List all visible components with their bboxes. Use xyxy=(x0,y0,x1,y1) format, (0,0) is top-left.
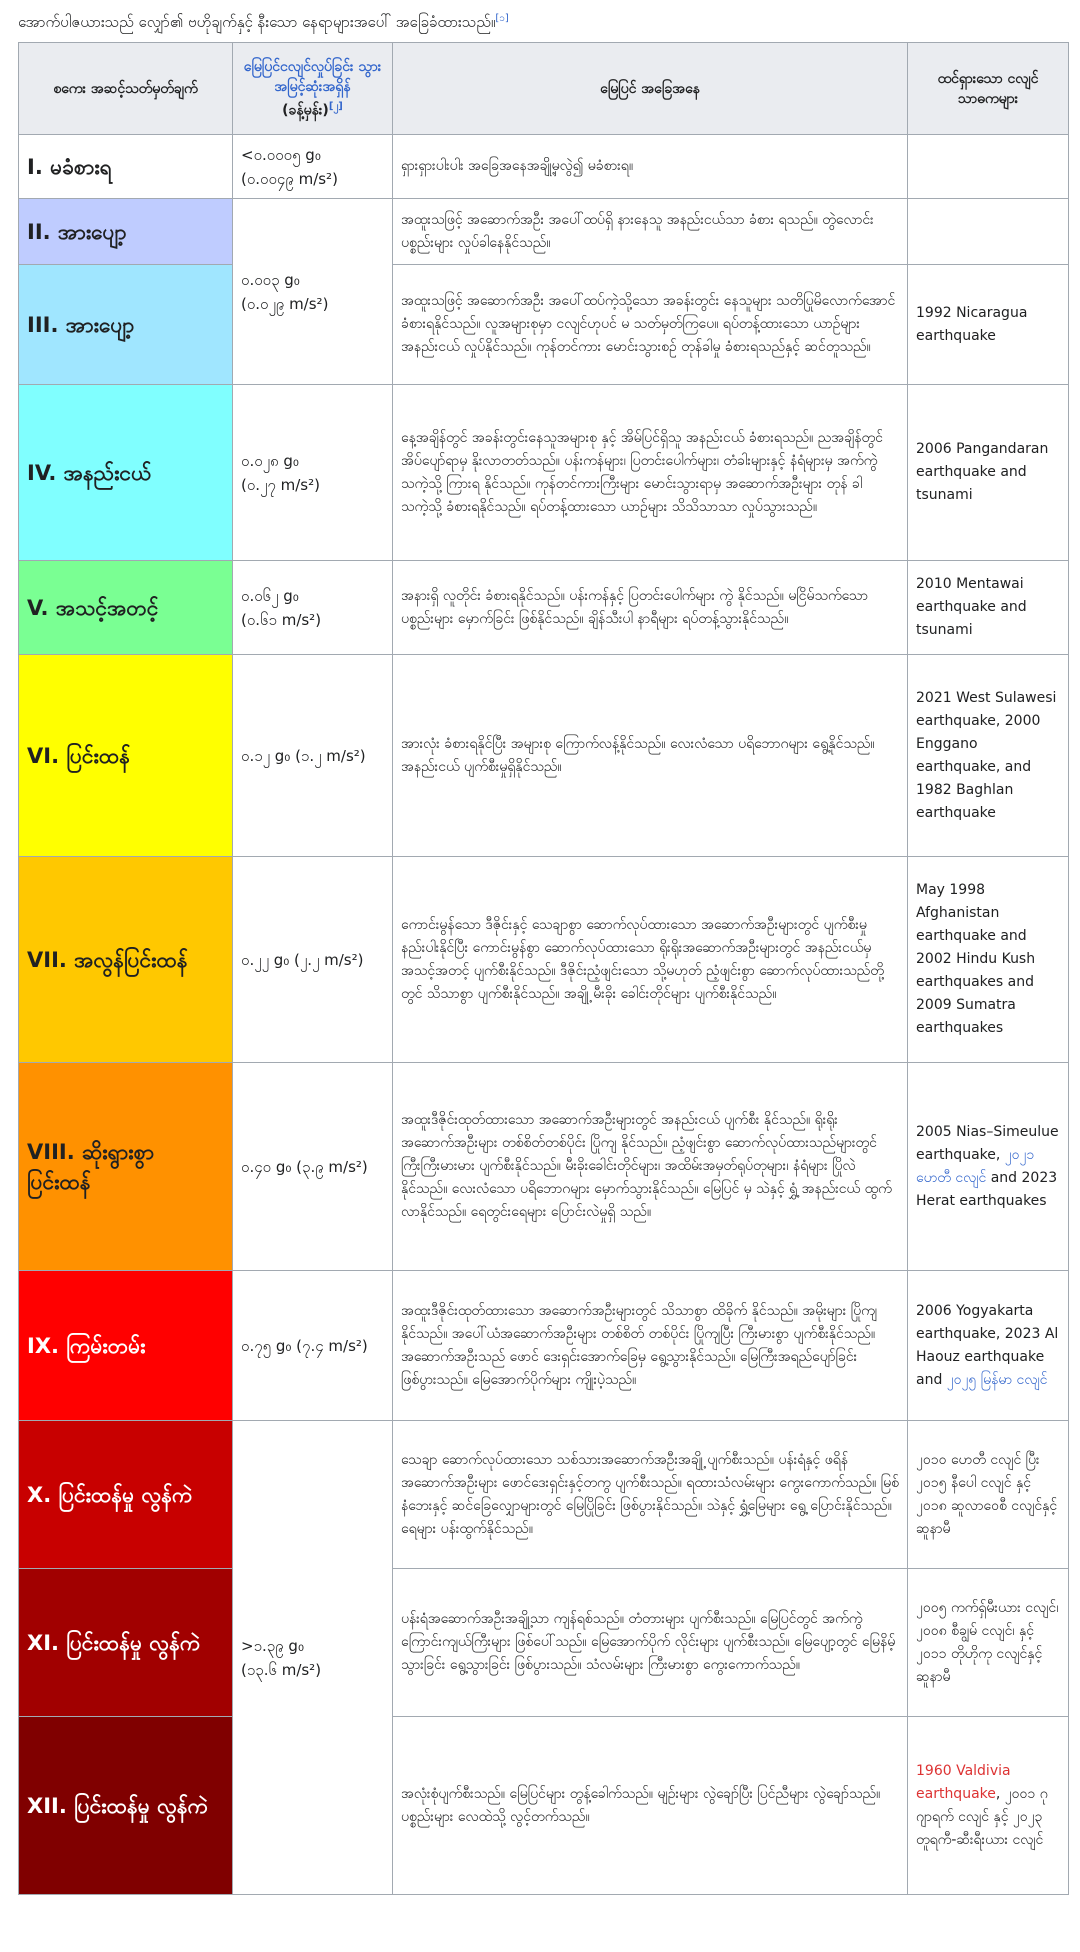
header-accel-unit: (ခန့်မှန်း) xyxy=(282,102,329,119)
example-cell xyxy=(908,561,1069,655)
table-row xyxy=(19,385,1069,561)
example-link[interactable]: 2021 West Sulawesi earthquake, 2000 Enggano earthquake, and 1982 Baghlan earthquake xyxy=(916,689,1057,821)
example-cell xyxy=(908,655,1069,857)
accel-cell: ၀.၂၂ g₀ (၂.၂ m/s²) xyxy=(233,857,393,1063)
level-cell-XII: XII. ပြင်းထန်မှု လွန်ကဲ xyxy=(19,1717,233,1895)
accel-ms: (၀.၀၀၄၉ m/s²) xyxy=(241,169,338,188)
example-cell xyxy=(908,265,1069,385)
example-link-valdivia[interactable]: 1960 Valdivia earthquake xyxy=(916,1762,1011,1802)
table-row xyxy=(19,199,1069,265)
level-cell-III: III. အားပျော့ xyxy=(19,265,233,385)
example-link[interactable]: 2010 Mentawai earthquake and tsunami xyxy=(916,576,1027,638)
accel-value: >၁.၃၉ g₀ xyxy=(241,1636,304,1655)
example-link[interactable]: 1992 Nicaragua earthquake xyxy=(916,304,1028,344)
example-cell xyxy=(908,199,1069,265)
table-row xyxy=(19,1421,1069,1569)
header-accel-link[interactable]: မြေပြင်ငလျင်လှုပ်ခြင်း သွား အမြင့်ဆုံးအရှိန် xyxy=(243,58,382,95)
accel-cell xyxy=(233,385,393,561)
header-accel xyxy=(233,43,393,135)
effect-cell: ကောင်းမွန်သော ဒီဇိုင်းနှင့် သေချာစွာ ဆောက်လုပ်ထားသော အဆောက်အဦးများတွင် ပျက်စီးမှု နည်းပါးနိုင်ပြီး ကောင်းမွန်စွာ ဆောက်လုပ်ထားသော ရိုးရိုးအဆောက်အဦးများတွင် အနည်းငယ်မှ အသင့်အတင့် ပျက်စီးနိုင်သည်။ ဒီဇိုင်းညံ့ဖျင်းသော သို့မဟုတ် ညံ့ဖျင်းစွာ ဆောက်လုပ်ထားသည်တို့တွင် သိသာစွာ ပျက်စီးနိုင်သည်။ အချို့ မီးခိုး ခေါင်းတိုင်များ ပျက်စီးနိုင်သည်။ xyxy=(393,857,908,1063)
header-level: စကေး အဆင့်သတ်မှတ်ချက် xyxy=(19,43,233,135)
example-link[interactable]: 2006 Yogyakarta earthquake, 2023 Al Haouz earthquake and xyxy=(916,1302,1059,1388)
accel-cell xyxy=(233,1421,393,1895)
accel-cell xyxy=(233,199,393,385)
accel-value: ၀.၀၆၂ g₀ xyxy=(241,586,299,605)
accel-ms: (၀.၆၁ m/s²) xyxy=(241,610,322,629)
example-link[interactable]: ၂၀၀၅ ကက်ရှ်မီးယား ငလျင်၊ ၂၀၀၈ စီချွမ် ငလျင်၊ နှင့် ၂၀၁၁ တိုဟိုကု ငလျင်နှင့် ဆူနာမီ xyxy=(916,1599,1059,1685)
table-row xyxy=(19,1063,1069,1271)
effect-cell: အားလုံး ခံစားရနိုင်ပြီး အများစု ကြောက်လန့်နိုင်သည်။ လေးလံသော ပရိဘောဂများ ရွေ့နိုင်သည်။ အနည်းငယ် ပျက်စီးမှုရှိနိုင်သည်။ xyxy=(393,655,908,857)
example-link-myanmar[interactable]: ၂၀၂၅ မြန်မာ ငလျင် xyxy=(946,1371,1048,1388)
accel-cell: ၀.၄၀ g₀ (၃.၉ m/s²) xyxy=(233,1063,393,1271)
example-cell xyxy=(908,135,1069,199)
header-row xyxy=(19,43,1069,135)
effect-cell: အလုံးစုံပျက်စီးသည်။ မြေပြင်များ တွန့်ခေါက်သည်။ မျဉ်းများ လွဲချော်ပြီး ပြင်ညီများ လွဲချော်သည်။ ပစ္စည်းများ လေထဲသို့ လွင့်တက်သည်။ xyxy=(393,1717,908,1895)
effect-cell: အနားရှိ လူတိုင်း ခံစားရနိုင်သည်။ ပန်းကန်နှင့် ပြတင်းပေါက်များ ကွဲ နိုင်သည်။ မငြိမ်သက်သော ပစ္စည်းများ မှောက်ခြင်း ဖြစ်နိုင်သည်။ ချိန်သီးပါ နာရီများ ရပ်တန့်သွားနိုင်သည်။ xyxy=(393,561,908,655)
level-cell-VI: VI. ပြင်းထန် xyxy=(19,655,233,857)
example-link[interactable]: ၂၀၁၀ ဟေတီ ငလျင် ပြီး ၂၀၁၅ နီပေါ ငလျင် နှင့် ၂၀၁၈ ဆူလာဝေစီ ငလျင်နှင့် ဆူနာမီ xyxy=(916,1451,1058,1537)
example-link[interactable]: 2005 Nias–Simeulue earthquake, xyxy=(916,1123,1059,1163)
accel-ms: (၀.၂၇ m/s²) xyxy=(241,475,320,494)
example-link[interactable]: , ၂၀၀၁ ဂုဂျာရက် ငလျင် နှင့် ၂၀၂၃ တူရကီ-ဆီးရီးယား ငလျင် xyxy=(916,1785,1048,1848)
table-row xyxy=(19,655,1069,857)
table-row xyxy=(19,265,1069,385)
accel-value: ၀.၀၂၈ g₀ xyxy=(241,451,299,470)
intro-text xyxy=(18,8,509,33)
accel-cell: ၀.၇၅ g₀ (၇.၄ m/s²) xyxy=(233,1271,393,1421)
effect-cell: အထူးသဖြင့် အဆောက်အဦး အပေါ်ထပ်ကဲ့သို့သော အခန်းတွင်း နေသူများ သတိပြုမိလောက်အောင် ခံစားရနိုင်သည်။ လူအများစုမှာ ငလျင်ဟုပင် မ သတ်မှတ်ကြပေ။ ရပ်တန့်ထားသော ယာဉ်များ အနည်းငယ် လှုပ်နိုင်သည်။ ကုန်တင်ကား မောင်းသွားစဉ် တုန်ခါမှု ခံစားရသည်နှင့် ဆင်တူသည်။ xyxy=(393,265,908,385)
effect-cell: သေချာ ဆောက်လုပ်ထားသော သစ်သားအဆောက်အဦးအချို့ ပျက်စီးသည်။ ပန်းရံနှင့် ဖရိန်အဆောက်အဦးများ ဖောင်ဒေးရှင်းနှင့်တကွ ပျက်စီးသည်။ ရထားသံလမ်းများ ကွေးကောက်သည်။ မြစ်နံဘေးနှင့် ဆင်ခြေလျှောများတွင် မြေပြိုခြင်း ဖြစ်ပွားနိုင်သည်။ သဲနှင့် ရွှံ့မြေများ ရွေ့ ပြောင်းနိုင်သည်။ ရေများ ပန်းထွက်နိုင်သည်။ xyxy=(393,1421,908,1569)
accel-cell xyxy=(233,561,393,655)
example-cell xyxy=(908,1421,1069,1569)
table-row xyxy=(19,561,1069,655)
table-row xyxy=(19,857,1069,1063)
intro-ref-link[interactable]: [၁] xyxy=(495,13,509,24)
table-row xyxy=(19,1569,1069,1717)
effect-cell: ရှားရှားပါးပါး အခြေအနေအချို့မှလွဲ၍ မခံစားရ။ xyxy=(393,135,908,199)
effect-cell: အထူးသဖြင့် အဆောက်အဦး အပေါ်ထပ်ရှိ နားနေသူ အနည်းငယ်သာ ခံစား ရသည်။ တွဲလောင်းပစ္စည်းများ လှုပ်ခါနေနိုင်သည်။ xyxy=(393,199,908,265)
accel-value: ၀.၀၀၃ g₀ xyxy=(241,270,300,289)
accel-cell xyxy=(233,135,393,199)
level-cell-X: X. ပြင်းထန်မှု လွန်ကဲ xyxy=(19,1421,233,1569)
intro-sentence: အောက်ပါဇယားသည် လျှော်၏ ဗဟိုချက်နှင့် နီးသော နေရာများအပေါ် အခြေခံထားသည်။ xyxy=(18,13,496,31)
accel-value: <၀.၀၀၀၅ g₀ xyxy=(241,145,321,164)
accel-cell: ၀.၁၂ g₀ (၁.၂ m/s²) xyxy=(233,655,393,857)
example-link[interactable]: and 2023 Herat earthquakes xyxy=(916,1169,1058,1209)
mercalli-table xyxy=(18,42,1069,1895)
level-cell-VIII: VIII. ဆိုးရွားစွာ ပြင်းထန် xyxy=(19,1063,233,1271)
example-cell xyxy=(908,857,1069,1063)
example-link[interactable]: 2006 Pangandaran earthquake and tsunami xyxy=(916,441,1049,503)
table-row xyxy=(19,135,1069,199)
effect-cell: နေ့အချိန်တွင် အခန်းတွင်းနေသူအများစု နှင့် အိမ်ပြင်ရှိသူ အနည်းငယ် ခံစားရသည်။ ညအချိန်တွင် အိပ်ပျော်ရာမှ နိုးလာတတ်သည်။ ပန်းကန်များ၊ ပြတင်းပေါက်များ၊ တံခါးများနှင့် နံရံများမှ အက်ကွဲသကဲ့သို့ ကြားရ နိုင်သည်။ ကုန်တင်ကားကြီးများ မောင်းသွားရာမှ အဆောက်အဦးများ တုန် ခါသကဲ့သို့ ခံစားရနိုင်သည်။ ရပ်တန့်ထားသော ယာဉ်များ သိသိသာသာ လှုပ်သွားသည်။ xyxy=(393,385,908,561)
level-cell-V: V. အသင့်အတင့် xyxy=(19,561,233,655)
level-cell-XI: XI. ပြင်းထန်မှု လွန်ကဲ xyxy=(19,1569,233,1717)
level-cell-II: II. အားပျော့ xyxy=(19,199,233,265)
header-examples: ထင်ရှားသော ငလျင် သာဓကများ xyxy=(908,43,1069,135)
level-cell-IX: IX. ကြမ်းတမ်း xyxy=(19,1271,233,1421)
example-cell xyxy=(908,385,1069,561)
effect-cell: အထူးဒီဇိုင်းထုတ်ထားသော အဆောက်အဦးများတွင် သိသာစွာ ထိခိုက် နိုင်သည်။ အမိုးများ ပြိုကျနိုင်သည်။ အပေါ်ယံအဆောက်အဦးများ တစ်စိတ် တစ်ပိုင်း ပြိုကျပြီး ကြီးမားစွာ ပျက်စီးနိုင်သည်။ အဆောက်အဦးသည် ဖောင် ဒေးရှင်းအောက်ခြေမှ ရွေ့သွားနိုင်သည်။ မြေကြီးအရည်ပျော်ခြင်း ဖြစ်ပွားသည်။ မြေအောက်ပိုက်များ ကျိုးပဲ့သည်။ xyxy=(393,1271,908,1421)
accel-ms: (၁၃.၆ m/s²) xyxy=(241,1660,322,1679)
example-cell xyxy=(908,1271,1069,1421)
example-cell xyxy=(908,1569,1069,1717)
table-row xyxy=(19,1717,1069,1895)
accel-ms: (၀.၀၂၉ m/s²) xyxy=(241,294,329,313)
example-link[interactable]: May 1998 Afghanistan earthquake and 2002 Hindu Kush earthquakes and 2009 Sumatra earthquakes xyxy=(916,882,1036,1036)
example-link-myanmar[interactable]: ၂၀၂၁ ဟေတီ ငလျင် xyxy=(916,1146,1035,1186)
level-cell-I: I. မခံစားရ xyxy=(19,135,233,199)
effect-cell: အထူးဒီဇိုင်းထုတ်ထားသော အဆောက်အဦးများတွင် အနည်းငယ် ပျက်စီး နိုင်သည်။ ရိုးရိုးအဆောက်အဦးများ တစ်စိတ်တစ်ပိုင်း ပြိုကျ နိုင်သည်။ ညံ့ဖျင်းစွာ ဆောက်လုပ်ထားသည်များတွင် ကြီးကြီးမားမား ပျက်စီးနိုင်သည်။ မီးခိုးခေါင်းတိုင်များ၊ အထိမ်းအမှတ်ရုပ်တုများ၊ နံရံများ ပြိုလဲနိုင်သည်။ လေးလံသော ပရိဘောဂများ မှောက်သွားနိုင်သည်။ မြေပြင် မှ သဲနှင့် ရွှံ့ အနည်းငယ် ထွက်လာနိုင်သည်။ ရေတွင်းရေများ ပြောင်းလဲမှုရှိ သည်။ xyxy=(393,1063,908,1271)
effect-cell: ပန်းရံအဆောက်အဦးအချို့သာ ကျန်ရစ်သည်။ တံတားများ ပျက်စီးသည်။ မြေပြင်တွင် အက်ကွဲကြောင်းကျယ်ကြီးများ ဖြစ်ပေါ်သည်။ မြေအောက်ပိုက် လိုင်းများ ပျက်စီးသည်။ မြေပျော့တွင် မြေနိမ့်သွားခြင်း ရွေ့သွားခြင်း ဖြစ်ပွားသည်။ သံလမ်းများ ကြီးမားစွာ ကွေးကောက်သည်။ xyxy=(393,1569,908,1717)
example-cell xyxy=(908,1717,1069,1895)
level-cell-IV: IV. အနည်းငယ် xyxy=(19,385,233,561)
table-row xyxy=(19,1271,1069,1421)
example-cell xyxy=(908,1063,1069,1271)
level-cell-VII: VII. အလွန်ပြင်းထန် xyxy=(19,857,233,1063)
header-effect: မြေပြင် အခြေအနေ xyxy=(393,43,908,135)
header-accel-ref[interactable]: [၂] xyxy=(328,100,343,112)
